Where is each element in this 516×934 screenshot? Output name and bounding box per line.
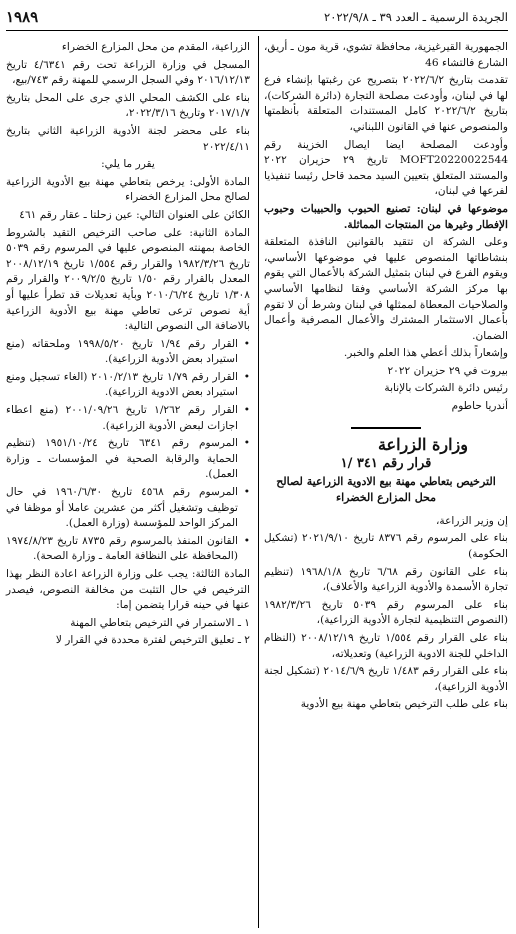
right-column <box>264 40 508 715</box>
decision-title: الترخيص بتعاطي مهنة بيع الادوية الزراعية لصالح محل المزارع الخضراء <box>276 474 496 504</box>
preamble-item: بناء على القانون رقم ٦/٦٨ تاريخ ١٩٦٨/١/٨ (تنظيم تجارة الأسمدة والأدوية الزراعية والأعلاف)، <box>264 565 508 594</box>
filing-paragraph: تقدمت بتاريخ ٢٠٢٢/٦/٢ بتصريح عن رغبتها بإنشاء فرع لها في لبنان، وأودعت مصلحة التجارة (دائرة الشركات)، بتاريخ ٢٠٢٢/٦/٢ كامل المستندات المتعلقة بأنظمتها والمنصوص عنها في القانون اللبناني، <box>264 74 508 133</box>
section-separator <box>351 427 421 429</box>
address-paragraph: الجمهورية القيرغيزية، محافظة تشوي، قرية مون ـ أريق، الشارع فالتشاء 46 <box>264 41 508 69</box>
preamble-item: بناء على القرار رقم ١/٥٥٤ تاريخ ٢٠٠٨/١٢/١٩ (النظام الداخلي للجنة الادوية الزراعية) وتعديلاته، <box>264 632 508 660</box>
purpose-paragraph: موضوعها في لبنان: تصنيع الحبوب والحبيبات وحبوب الإفطار وغيرها من المنتجات المماثلة. <box>264 202 508 231</box>
date-line: بيروت في ٢٩ حزيران ٢٠٢٢ <box>387 364 508 377</box>
regulation-bullet: • القرار رقم ١/٩٤ تاريخ ١٩٩٨/٥/٢٠ وملحقاته (منع استيراد بعض الأدوية الزراعية). <box>6 337 250 368</box>
page-header <box>6 6 508 31</box>
preamble-intro: إن وزير الزراعة، <box>436 514 508 527</box>
regulation-bullet: • القرار رقم ١/٢٦٢ تاريخ ٢٠٠١/٠٩/٢٦ (منع اعطاء اجازات لبعض الأدوية الزراعية). <box>6 403 250 434</box>
signer-title: رئيس دائرة الشركات بالإنابة <box>384 382 508 395</box>
preamble-item: بناء على المرسوم رقم ٥٠٣٩ تاريخ ١٩٨٢/٣/٢٦ (النصوص التنظيمية لتجارة الأدوية الزراعية)، <box>264 598 508 627</box>
notice-paragraph: وإشعاراً بذلك أعطي هذا العلم والخبر. <box>343 347 508 360</box>
regulation-bullet: • المرسوم رقم ٤٥٦٨ تاريخ ١٩٦٠/٦/٣٠ في حال توظيف وتشغيل أكثر من عشرين عاملا أو موظفا في المركز الواحد للمؤسسة (وزارة العمل). <box>6 485 250 532</box>
column-divider <box>258 36 259 928</box>
numbered-item: ١ ـ الاستمرار في الترخيص بتعاطي المهنة <box>70 616 250 629</box>
applicant-paragraph: الزراعية، المقدم من محل المزارع الخضراء <box>61 41 250 53</box>
receipt-paragraph: وأودعت المصلحة ايضا ايصال الخزينة رقم MOFT20220022544 تاريخ ٢٩ حزيران ٢٠٢٢ والمستند المتعلق بتعيين السيد محمد قاحل رئيسا تنفيذيا لفرعها في لبنان، <box>264 138 508 198</box>
signer-name: أندريا حاطوم <box>451 400 508 413</box>
page-number: ١٩٨٩ <box>6 8 39 26</box>
article-three: المادة الثالثة: يجب على وزارة الزراعة اعادة النظر بهذا الترخيص في حال التثبت من مخالفة النصوص، فيصدر عنها في حينه قرارا يتضمن إما: <box>6 568 250 612</box>
decides-line: يقرر ما يلي: <box>101 158 155 171</box>
regulation-bullet: • القانون المنفذ بالمرسوم رقم ٨٧٣٥ تاريخ ١٩٧٤/٨/٢٣ (المحافظة على النظافة العامة ـ وزارة الصحة). <box>6 534 250 565</box>
regulation-bullet: • القرار رقم ١/٧٩ تاريخ ٢٠١٠/٢/١٣ (الغاء تسجيل ومنع استيراد بعض الادوية الزراعية). <box>6 370 250 401</box>
gazette-title: الجريدة الرسمية ـ العدد ٣٩ ـ ٢٠٢٢/٩/٨ <box>324 10 508 24</box>
decision-number: قرار رقم ٣٤١ /١ <box>340 456 432 472</box>
committee-paragraph: بناء على محضر لجنة الأدوية الزراعية الثاني بتاريخ ٢٠٢٢/٤/١١ <box>6 124 250 153</box>
registration-paragraph: المسجل في وزارة الزراعة تحت رقم ٤/٦٣٤١ تاريخ ٢٠١٦/١٢/١٣ وفي السجل الرسمي للمهنة رقم ٧٤٣/بيع، <box>6 58 251 87</box>
article-two: المادة الثانية: على صاحب الترخيص التقيد بالشروط الخاصة بمهنته المنصوص عليها في المرسوم رقم ٥٠٣٩ تاريخ ١٩٨٢/٣/٢٦ والقرار رقم ١/٥٥٤ تاريخ ٢٠٠٨/١٢/١٩ المعدل بالقرار رقم ١/٥٠ تاريخ ٢٠٠٩/٢/٥ والقرار رقم ١/٣٠٨ تاريخ ٢٠١٠/٦/٢٤ وبأية تعديلات قد تطرأ عليها أو أية نصوص ترعى تعاطي مهنة بيع الأدوية الزراعية بالاضافة الى النصوص التالية: <box>6 226 250 333</box>
inspection-paragraph: بناء على الكشف المحلي الذي جرى على المحل بتاريخ ٢٠١٧/١/٧ وتاريخ ٢٠٢٢/٣/١٦، <box>6 91 250 120</box>
obligations-paragraph: وعلى الشركة ان تتقيد بالقوانين النافذة المتعلقة بنشاطاتها المنصوص عليها في موضوعها الأساسي، ويقوم الفرع في لبنان بتمثيل الشركة بالأعمال التي يقوم بها مركز الشركة الأساسي وفقا لنظامها الأساسي والصلاحيات المعطاة لممثلها في لبنان وشرط أن لا تقوم بأعمال الاستثمار المشترك والأعمال المصرفية وأعمال الضمان. <box>264 236 508 342</box>
numbered-item: ٢ ـ تعليق الترخيص لفترة محددة في القرار لا <box>55 634 250 647</box>
preamble-item: بناء على المرسوم رقم ٨٣٧٦ تاريخ ٢٠٢١/٩/١٠ (تشكيل الحكومة) <box>264 532 508 561</box>
regulation-bullet: • المرسوم رقم ٦٣٤١ تاريخ ١٩٥١/١٠/٢٤ (تنظيم الحماية والرقابة الصحية في المؤسسات ـ وزارة العمل). <box>6 436 250 483</box>
article-one-location: الكائن على العنوان التالي: عين زحلتا ـ عقار رقم ٤٦١ <box>19 208 250 221</box>
preamble-item: بناء على طلب الترخيص بتعاطي مهنة بيع الأدوية <box>300 698 508 711</box>
left-column <box>6 40 250 651</box>
preamble-item: بناء على القرار رقم ١/٤٨٣ تاريخ ٢٠١٤/٦/٩ (تشكيل لجنة الأدوية الزراعية)، <box>264 665 508 693</box>
article-one: المادة الأولى: يرخص بتعاطي مهنة بيع الأدوية الزراعية لصالح محل المزارع الخضراء <box>6 175 250 204</box>
ministry-title: وزارة الزراعة <box>377 434 468 454</box>
